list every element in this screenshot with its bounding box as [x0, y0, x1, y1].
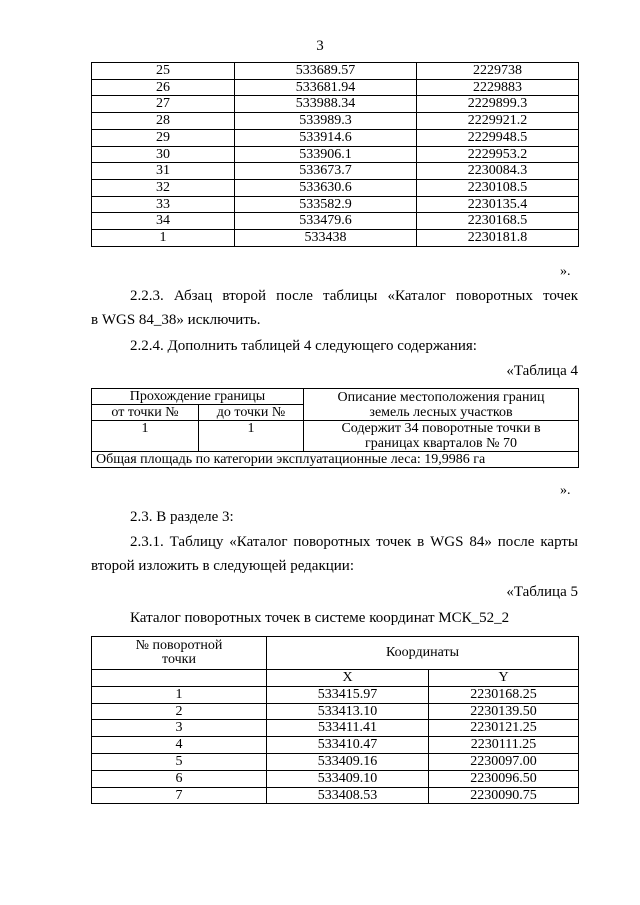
y-coordinate-cell: 2229921.2: [417, 113, 579, 130]
x-coordinate-cell: 533411.41: [267, 720, 429, 737]
coordinates-table-continuation: [91, 62, 579, 247]
x-coordinate-cell: 533479.6: [235, 213, 417, 230]
paragraph-2-3-1-line1: 2.3.1. Таблицу «Каталог поворотных точек в WGS 84» после карты: [130, 534, 578, 550]
point-number-cell: 2: [92, 703, 267, 720]
table-row: [92, 63, 579, 80]
table-row: [92, 163, 579, 180]
table-row: [92, 720, 579, 737]
table-row: [92, 686, 579, 703]
point-number-cell: 34: [92, 213, 235, 230]
header-location-description: Описание местоположения границ земель лесных участков: [304, 389, 579, 421]
y-coordinate-cell: 2230135.4: [417, 196, 579, 213]
row-to-point: 1: [199, 421, 304, 452]
point-number-cell: 31: [92, 163, 235, 180]
table-row: [92, 230, 579, 247]
table-row: [92, 79, 579, 96]
paragraph-2-3-1-line2: второй изложить в следующей редакции:: [91, 558, 354, 574]
total-area: Общая площадь по категории эксплуатационные леса: 19,9986 га: [92, 452, 579, 468]
y-coordinate-cell: 2230097.00: [429, 753, 579, 770]
boundary-table: [91, 388, 579, 468]
point-number-cell: 7: [92, 787, 267, 804]
y-coordinate-cell: 2230139.50: [429, 703, 579, 720]
y-coordinate-cell: 2230111.25: [429, 737, 579, 754]
msk-coordinates-table: [91, 636, 579, 804]
point-number-cell: 27: [92, 96, 235, 113]
y-coordinate-cell: 2230090.75: [429, 787, 579, 804]
table-row: [92, 96, 579, 113]
paragraph-2-3: 2.3. В разделе 3:: [130, 509, 234, 525]
row-from-point: 1: [92, 421, 199, 452]
point-number-cell: 3: [92, 720, 267, 737]
table-row: [92, 787, 579, 804]
table5-title: Каталог поворотных точек в системе координат МСК_52_2: [130, 610, 510, 626]
y-coordinate-cell: 2229948.5: [417, 129, 579, 146]
header-from-point: от точки №: [92, 405, 199, 421]
table4-closing-quote: ».: [560, 483, 571, 498]
table5-caption: «Таблица 5: [506, 584, 578, 600]
header-y: Y: [429, 670, 579, 687]
table1-closing-quote: ».: [560, 264, 571, 279]
point-number-cell: 6: [92, 770, 267, 787]
x-coordinate-cell: 533410.47: [267, 737, 429, 754]
point-number-cell: 1: [92, 230, 235, 247]
point-number-cell: 1: [92, 686, 267, 703]
x-coordinate-cell: 533438: [235, 230, 417, 247]
point-number-cell: 28: [92, 113, 235, 130]
point-number-cell: 29: [92, 129, 235, 146]
y-coordinate-cell: 2230181.8: [417, 230, 579, 247]
y-coordinate-cell: 2230121.25: [429, 720, 579, 737]
x-coordinate-cell: 533630.6: [235, 179, 417, 196]
x-coordinate-cell: 533689.57: [235, 63, 417, 80]
point-number-cell: 32: [92, 179, 235, 196]
point-number-cell: 5: [92, 753, 267, 770]
x-coordinate-cell: 533409.10: [267, 770, 429, 787]
x-coordinate-cell: 533409.16: [267, 753, 429, 770]
point-number-cell: 4: [92, 737, 267, 754]
point-number-cell: 33: [92, 196, 235, 213]
y-coordinate-cell: 2230096.50: [429, 770, 579, 787]
table4-caption: «Таблица 4: [506, 363, 578, 379]
table-row: [92, 737, 579, 754]
header-to-point: до точки №: [199, 405, 304, 421]
header-blank: [92, 670, 267, 687]
paragraph-2-2-4: 2.2.4. Дополнить таблицей 4 следующего содержания:: [130, 338, 477, 354]
x-coordinate-cell: 533988.34: [235, 96, 417, 113]
x-coordinate-cell: 533582.9: [235, 196, 417, 213]
table-row: [92, 770, 579, 787]
page-number: 3: [316, 38, 324, 54]
table-row: [92, 179, 579, 196]
x-coordinate-cell: 533681.94: [235, 79, 417, 96]
x-coordinate-cell: 533415.97: [267, 686, 429, 703]
table-row: [92, 196, 579, 213]
header-point-number: № поворотной точки: [92, 637, 267, 670]
table-row: [92, 113, 579, 130]
y-coordinate-cell: 2230108.5: [417, 179, 579, 196]
y-coordinate-cell: 2230168.5: [417, 213, 579, 230]
header-coordinates: Координаты: [267, 637, 579, 670]
table-row: [92, 129, 579, 146]
y-coordinate-cell: 2229953.2: [417, 146, 579, 163]
x-coordinate-cell: 533413.10: [267, 703, 429, 720]
table-row: [92, 753, 579, 770]
y-coordinate-cell: 2230168.25: [429, 686, 579, 703]
x-coordinate-cell: 533989.3: [235, 113, 417, 130]
paragraph-2-2-3-line1: 2.2.3. Абзац второй после таблицы «Каталог поворотных точек: [130, 288, 578, 304]
table-row: [92, 703, 579, 720]
x-coordinate-cell: 533906.1: [235, 146, 417, 163]
header-x: X: [267, 670, 429, 687]
point-number-cell: 26: [92, 79, 235, 96]
x-coordinate-cell: 533408.53: [267, 787, 429, 804]
header-boundary-pass: Прохождение границы: [92, 389, 304, 405]
row-description: Содержит 34 поворотные точки в границах кварталов № 70: [304, 421, 579, 452]
y-coordinate-cell: 2230084.3: [417, 163, 579, 180]
paragraph-2-2-3-line2: в WGS 84_38» исключить.: [91, 312, 261, 328]
y-coordinate-cell: 2229738: [417, 63, 579, 80]
y-coordinate-cell: 2229899.3: [417, 96, 579, 113]
point-number-cell: 30: [92, 146, 235, 163]
table-row: [92, 146, 579, 163]
table-row: [92, 213, 579, 230]
point-number-cell: 25: [92, 63, 235, 80]
x-coordinate-cell: 533673.7: [235, 163, 417, 180]
x-coordinate-cell: 533914.6: [235, 129, 417, 146]
y-coordinate-cell: 2229883: [417, 79, 579, 96]
